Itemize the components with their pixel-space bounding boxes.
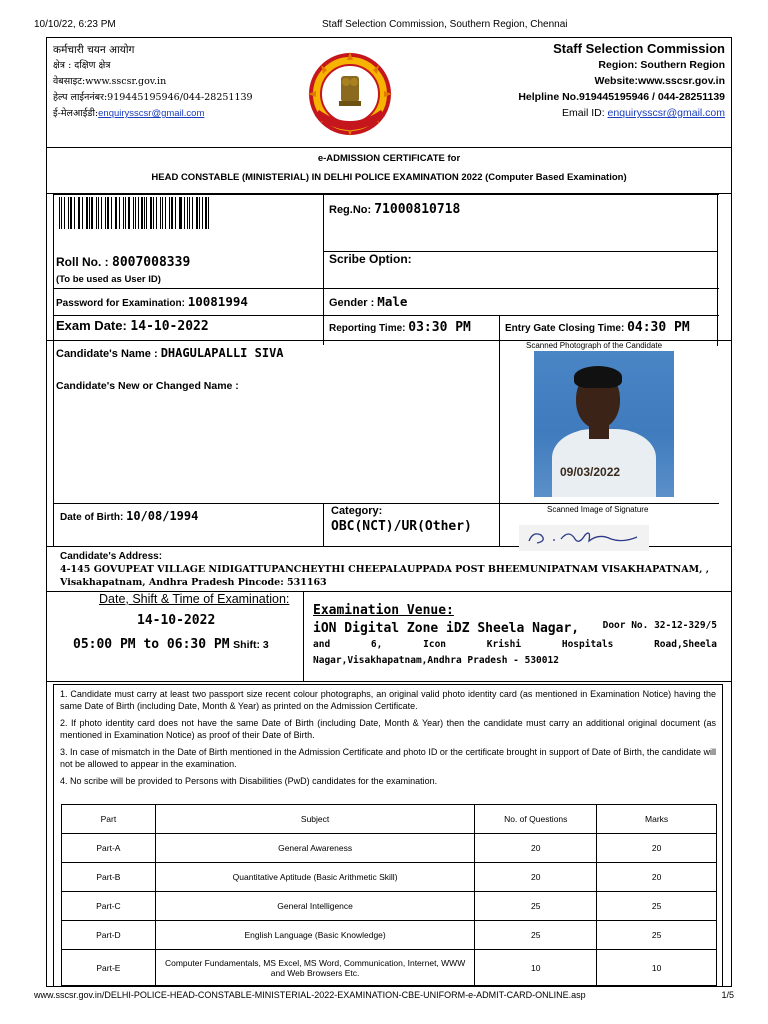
barcode-bar	[144, 197, 145, 229]
table-cell: Part-A	[62, 834, 156, 863]
barcode-bar	[196, 197, 198, 229]
divider	[303, 591, 304, 682]
barcode-bar	[160, 197, 161, 229]
region-text: Region: Southern Region	[598, 59, 725, 71]
table-cell: Part-B	[62, 863, 156, 892]
reporting-time: Reporting Time: 03:30 PM	[329, 320, 471, 335]
certificate-title-line2: HEAD CONSTABLE (MINISTERIAL) IN DELHI POLICE EXAMINATION 2022 (Computer Based Examination)	[151, 172, 627, 183]
hindi-email-link[interactable]: enquirysscsr@gmail.com	[98, 108, 205, 119]
divider	[47, 681, 731, 682]
table-row	[62, 950, 717, 986]
photo-date: 09/03/2022	[560, 465, 621, 479]
barcode-bar	[199, 197, 200, 229]
category-value: OBC(NCT)/UR(Other)	[331, 519, 472, 534]
table-cell: 20	[597, 863, 717, 892]
table-cell: General Awareness	[155, 834, 474, 863]
barcode-bar	[189, 197, 190, 229]
schedule-heading: Date, Shift & Time of Examination:	[99, 592, 290, 606]
dob-value: 10/08/1994	[126, 509, 199, 523]
print-title: Staff Selection Commission, Southern Region, Chennai	[322, 19, 568, 30]
barcode-bar	[59, 197, 60, 229]
print-datetime: 10/10/22, 6:23 PM	[34, 19, 116, 30]
divider	[53, 194, 719, 195]
exam-date-value: 14-10-2022	[130, 319, 209, 334]
table-header: Part	[62, 805, 156, 834]
table-cell: English Language (Basic Knowledge)	[155, 921, 474, 950]
table-cell: 10	[475, 950, 597, 986]
venue-addr2: and 6, Icon Krishi Hospitals Road,Sheela	[313, 639, 717, 650]
schedule-time: 05:00 PM to 06:30 PM	[73, 637, 230, 652]
certificate-title	[47, 149, 731, 194]
hindi-region: क्षेत्र : दक्षिण क्षेत्र	[53, 60, 111, 71]
barcode-bar	[79, 197, 80, 229]
barcode-bar	[111, 197, 112, 229]
table-cell: 25	[475, 921, 597, 950]
barcode-bar	[68, 197, 69, 229]
barcode-bar	[150, 197, 152, 229]
barcode-bar	[180, 197, 181, 229]
header-hindi	[53, 42, 253, 122]
barcode-bar	[74, 197, 75, 229]
barcode-bar	[175, 197, 176, 229]
hindi-email: ई-मेलआईडी:enquirysscsr@gmail.com	[53, 108, 205, 119]
barcode-bar	[192, 197, 193, 229]
candidate-photo	[534, 351, 674, 497]
barcode-bar	[116, 197, 117, 229]
gender-value: Male	[377, 294, 408, 309]
subject-table	[61, 804, 717, 986]
table-cell: Part-D	[62, 921, 156, 950]
barcode-bar	[165, 197, 166, 229]
address-line2: Visakhapatnam, Andhra Pradesh Pincode: 531163	[60, 577, 327, 588]
scribe-option: Scribe Option:	[329, 252, 412, 266]
barcode-bar	[125, 197, 126, 229]
instruction-item: 4. No scribe will be provided to Persons with Disabilities (PwD) candidates for the examination.	[60, 776, 438, 786]
password-value: 10081994	[187, 294, 248, 309]
category-label: Category:	[331, 505, 383, 517]
barcode-bar	[153, 197, 154, 229]
divider	[53, 194, 54, 546]
roll-note: (To be used as User ID)	[56, 274, 161, 285]
schedule-time-row	[73, 636, 269, 652]
venue-line1	[313, 620, 717, 636]
barcode-bar	[187, 197, 188, 229]
candidate-name-value: DHAGULAPALLI SIVA	[160, 346, 284, 360]
barcode-bar	[184, 197, 185, 229]
instruction-item: 3. In case of mismatch in the Date of Birth mentioned in the Admission Certificate and photo ID or the certificate brought in support of Date of Birth, the candidate will not be allowed to appear in the examination.	[60, 747, 716, 769]
instruction-item: 1. Candidate must carry at least two passport size recent colour photographs, an original valid photo identity card (as mentioned in Examination Notice) having the same Date of Birth (including Date, Month & Year) as printed on the Admission Certificate.	[60, 689, 716, 711]
helpline-text: Helpline No.919445195946 / 044-28251139	[518, 91, 725, 103]
venue-addr1: Door No. 32-12-329/5	[602, 620, 717, 631]
reg-no-value: 71000810718	[374, 202, 461, 217]
barcode-bar	[70, 197, 72, 229]
barcode-bar	[123, 197, 124, 229]
barcode-bar	[169, 197, 170, 229]
venue-name: iON Digital Zone iDZ Sheela Nagar,	[313, 621, 580, 636]
table-cell: 25	[475, 892, 597, 921]
dob: Date of Birth: 10/08/1994	[60, 509, 199, 523]
barcode-bar	[119, 197, 120, 229]
divider	[717, 194, 718, 346]
table-cell: 20	[475, 834, 597, 863]
barcode-bar	[162, 197, 163, 229]
divider	[323, 194, 324, 345]
divider	[53, 288, 719, 289]
org-name: Staff Selection Commission	[553, 41, 725, 56]
schedule-shift: Shift: 3	[233, 639, 269, 651]
photo-caption: Scanned Photograph of the Candidate	[526, 341, 663, 350]
roll-no: Roll No. : 8007008339	[56, 255, 191, 270]
barcode-bar	[105, 197, 106, 229]
barcode-bar	[101, 197, 102, 229]
barcode-bar	[179, 197, 180, 229]
gate-closing-value: 04:30 PM	[627, 320, 690, 335]
address-label: Candidate's Address:	[60, 551, 163, 562]
barcode-bar	[64, 197, 65, 229]
barcode-bar	[133, 197, 134, 229]
reporting-time-value: 03:30 PM	[408, 320, 471, 335]
address-line1: 4-145 GOVUPEAT VILLAGE NIDIGATTUPANCHEYTHI CHEEPALAUPPADA POST BHEEMUNIPATNAM VISAKHAPATNAM, ,	[60, 564, 710, 575]
venue-heading: Examination Venue:	[313, 603, 454, 618]
hindi-org: कर्मचारी चयन आयोग	[53, 44, 135, 56]
barcode-bar	[89, 197, 90, 229]
barcode-bar	[138, 197, 139, 229]
table-row	[62, 863, 717, 892]
reg-no: Reg.No: 71000810718	[329, 202, 461, 217]
barcode-bar	[171, 197, 173, 229]
barcode-bar	[115, 197, 116, 229]
table-header: Subject	[155, 805, 474, 834]
table-header: No. of Questions	[475, 805, 597, 834]
barcode	[59, 197, 211, 229]
instruction-item: 2. If photo identity card does not have the same Date of Birth (including Date, Month & Year) then the candidate must carry an additional original document (as mentioned in Examination Notice) as proof of their Date of Birth.	[60, 718, 716, 740]
barcode-bar	[146, 197, 147, 229]
gate-closing-time: Entry Gate Closing Time: 04:30 PM	[505, 320, 690, 335]
table-cell: Part-C	[62, 892, 156, 921]
page-number: 1/5	[721, 990, 734, 1000]
table-cell: 10	[597, 950, 717, 986]
candidate-signature	[519, 525, 649, 551]
footer-url[interactable]: www.sscsr.gov.in/DELHI-POLICE-HEAD-CONSTABLE-MINISTERIAL-2022-EXAMINATION-CBE-UNIFORM-e-ADMIT-CARD-ONLINE.asp	[34, 990, 586, 1000]
header-english	[518, 41, 725, 121]
email-link[interactable]: enquirysscsr@gmail.com	[607, 107, 725, 119]
barcode-bar	[86, 197, 87, 229]
barcode-bar	[128, 197, 130, 229]
table-row	[62, 892, 717, 921]
divider	[53, 315, 719, 316]
table-cell: 25	[597, 892, 717, 921]
barcode-bar	[82, 197, 83, 229]
table-cell: Part-E	[62, 950, 156, 986]
barcode-bar	[78, 197, 79, 229]
schedule-date: 14-10-2022	[137, 613, 216, 628]
barcode-bar	[96, 197, 97, 229]
table-cell: 20	[597, 834, 717, 863]
table-cell: Quantitative Aptitude (Basic Arithmetic Skill)	[155, 863, 474, 892]
divider	[323, 503, 324, 547]
barcode-bar	[91, 197, 93, 229]
barcode-bar	[98, 197, 99, 229]
table-header-row	[62, 805, 717, 834]
exam-date: Exam Date: 14-10-2022	[56, 318, 209, 334]
venue-addr3: Nagar,Visakhapatnam,Andhra Pradesh - 530012	[313, 655, 559, 666]
barcode-bar	[141, 197, 142, 229]
card-header	[47, 38, 731, 148]
table-cell: General Intelligence	[155, 892, 474, 921]
table-cell: 20	[475, 863, 597, 892]
candidate-name: Candidate's Name : DHAGULAPALLI SIVA	[56, 346, 284, 360]
barcode-bar	[156, 197, 157, 229]
ssc-emblem-logo	[305, 52, 395, 138]
print-header	[0, 0, 768, 36]
gender: Gender : Male	[329, 294, 408, 309]
roll-no-value: 8007008339	[112, 255, 191, 270]
divider	[499, 340, 500, 547]
table-cell: Computer Fundamentals, MS Excel, MS Word, Communication, Internet, WWW and Web Browsers Etc.	[155, 950, 474, 986]
password: Password for Examination: 10081994	[56, 294, 248, 309]
divider	[53, 503, 719, 504]
barcode-bar	[61, 197, 62, 229]
certificate-title-line1: e-ADMISSION CERTIFICATE for	[317, 153, 461, 164]
hindi-website: वेबसाइट:www.sscsr.gov.in	[53, 76, 167, 87]
table-row	[62, 921, 717, 950]
table-header: Marks	[597, 805, 717, 834]
barcode-bar	[208, 197, 209, 229]
table-row	[62, 834, 717, 863]
table-cell: 25	[597, 921, 717, 950]
barcode-bar	[107, 197, 109, 229]
barcode-bar	[205, 197, 206, 229]
barcode-bar	[135, 197, 136, 229]
email-row: Email ID: enquirysscsr@gmail.com	[562, 107, 725, 119]
website-text: Website:www.sscsr.gov.in	[594, 75, 725, 87]
admit-card	[46, 37, 732, 987]
signature-caption: Scanned Image of Signature	[547, 505, 649, 514]
hindi-helpline: हेल्प लाईननंबर:919445195946/044-28251139	[53, 92, 253, 103]
changed-name-label: Candidate's New or Changed Name :	[56, 380, 239, 392]
barcode-bar	[202, 197, 203, 229]
